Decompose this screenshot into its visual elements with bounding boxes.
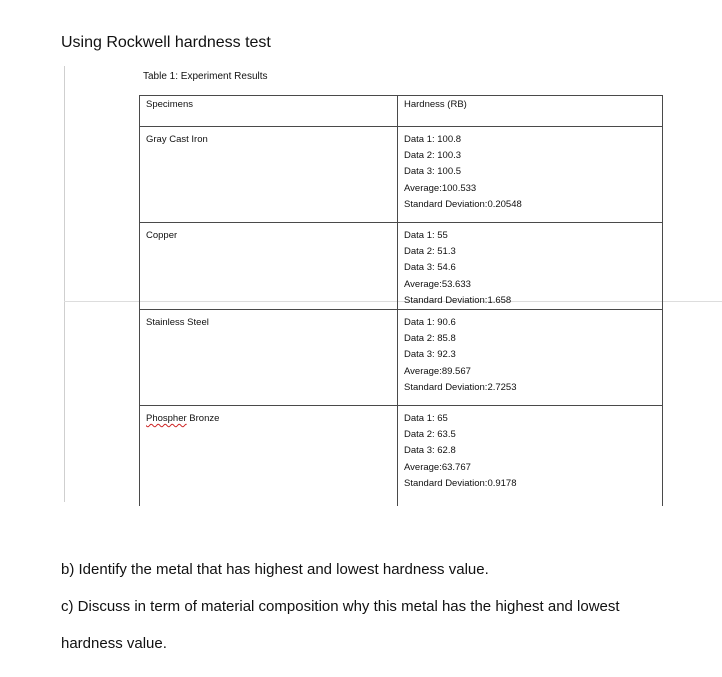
question-c: c) Discuss in term of material composition why this metal has the highest and lowest [61, 598, 620, 615]
table-row [140, 310, 663, 406]
specimen-cell [140, 310, 398, 406]
header-specimens-label: Specimens [146, 99, 193, 110]
hardness-values [398, 127, 662, 213]
std-dev-line: Standard Deviation:1.658 [404, 294, 512, 306]
question-b: b) Identify the metal that has highest and lowest hardness value. [61, 561, 489, 578]
specimen-cell [140, 127, 398, 223]
data-line: Data 1: 90.6 [404, 317, 456, 329]
specimen-name: Gray Cast Iron [146, 134, 208, 145]
margin-guide-line [64, 66, 65, 502]
data-line: Data 2: 51.3 [404, 246, 456, 258]
table-caption: Table 1: Experiment Results [143, 71, 268, 82]
data-line: Data 1: 100.8 [404, 134, 462, 145]
hardness-values [398, 310, 662, 396]
std-dev-line: Standard Deviation:0.20548 [404, 198, 522, 210]
hardness-values [398, 406, 662, 492]
std-dev-line: Standard Deviation:2.7253 [404, 381, 517, 393]
hardness-values [398, 223, 662, 309]
question-c-continued: hardness value. [61, 635, 167, 652]
specimen-cell [140, 406, 398, 507]
specimen-name-rest: Bronze [186, 413, 220, 425]
data-line: Data 3: 54.6 [404, 262, 456, 274]
results-table [139, 95, 663, 506]
spellcheck-flagged-word[interactable]: Phospher [146, 413, 187, 425]
hardness-cell [398, 223, 663, 310]
data-line: Data 2: 63.5 [404, 429, 456, 441]
data-line: Data 2: 85.8 [404, 333, 456, 345]
std-dev-line: Standard Deviation:0.9178 [404, 477, 517, 489]
data-line: Data 1: 65 [404, 413, 448, 425]
hardness-cell [398, 406, 663, 507]
specimen-name: Stainless Steel [146, 317, 209, 329]
average-line: Average:89.567 [404, 365, 471, 377]
data-line: Data 3: 62.8 [404, 445, 456, 457]
table-header-row [140, 96, 663, 127]
data-line: Data 3: 92.3 [404, 349, 456, 361]
average-line: Average:53.633 [404, 278, 471, 290]
data-line: Data 2: 100.3 [404, 150, 462, 162]
hardness-cell [398, 310, 663, 406]
hardness-cell [398, 127, 663, 223]
document-heading: Using Rockwell hardness test [61, 34, 271, 51]
data-line: Data 1: 55 [404, 230, 448, 241]
header-hardness-label: Hardness (RB) [404, 99, 467, 110]
specimen-name [140, 406, 397, 427]
average-line: Average:63.767 [404, 461, 471, 473]
table-row [140, 127, 663, 223]
specimen-cell [140, 223, 398, 310]
data-line: Data 3: 100.5 [404, 166, 462, 178]
specimen-name: Copper [146, 230, 178, 241]
table-row [140, 223, 663, 310]
header-cell-hardness [398, 96, 663, 127]
table-row [140, 406, 663, 507]
average-line: Average:100.533 [404, 182, 477, 194]
header-cell-specimens [140, 96, 398, 127]
